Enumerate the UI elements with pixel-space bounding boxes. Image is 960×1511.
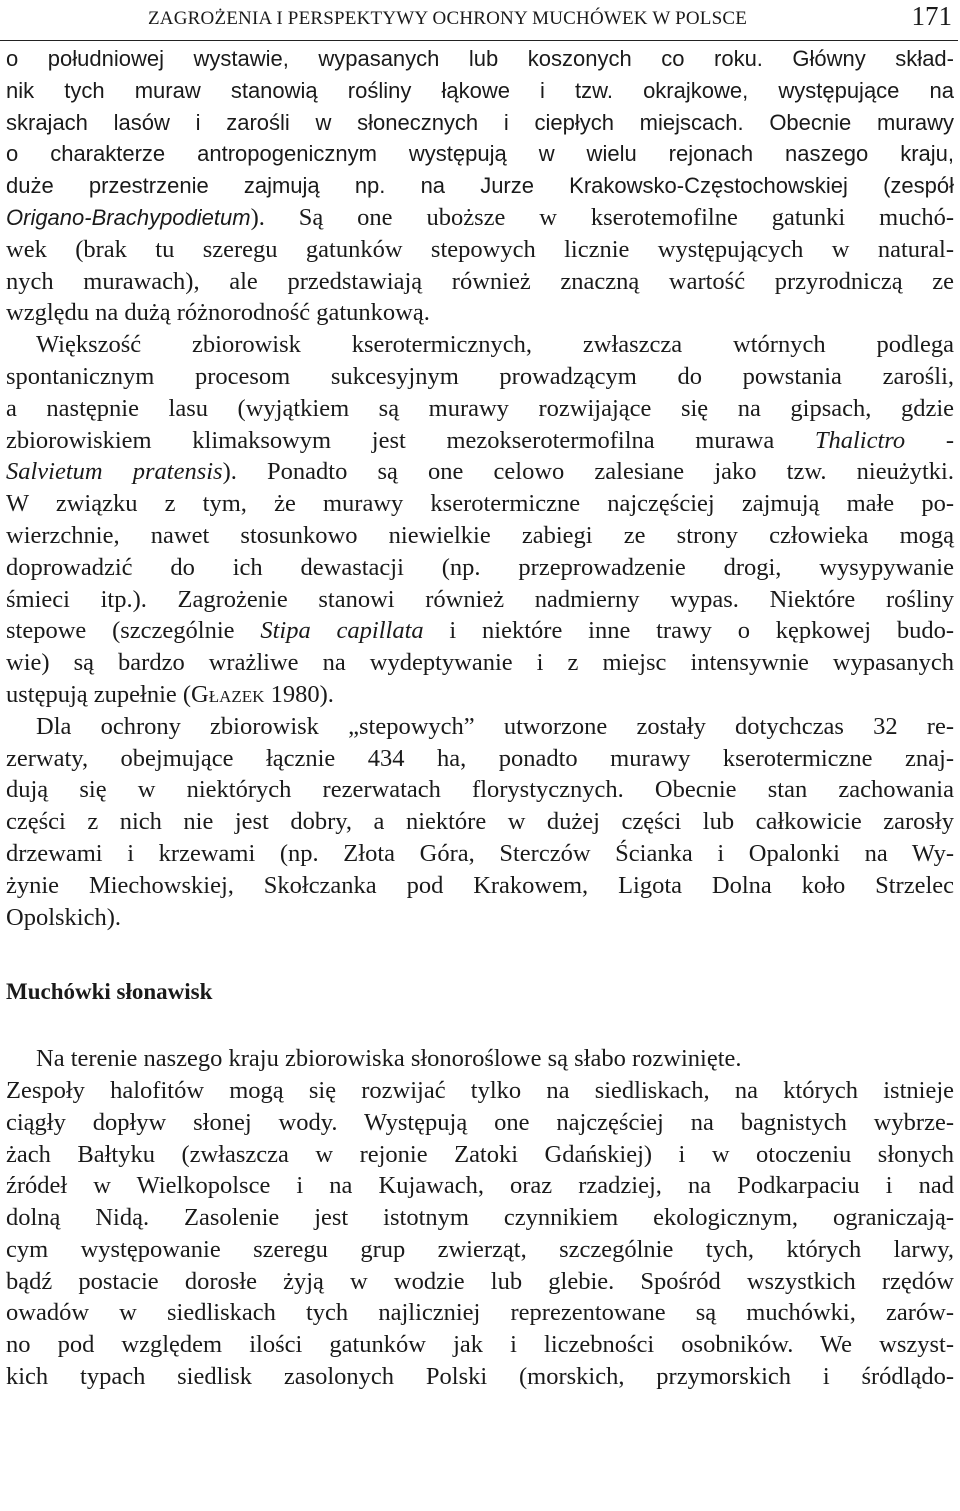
text-line: dują się w niektórych rezerwatach florystycznych. Obecnie stan zachowania	[6, 776, 954, 804]
spacer	[6, 1008, 954, 1043]
text-line: ciągły dopływ słonej wody. Występują one najczęściej na bagnistych wybrze-	[6, 1108, 954, 1136]
text-line: bądź postacie dorosłe żyją w wodzie lub glebie. Spośród wszystkich rzędów	[6, 1267, 954, 1295]
text-line: Większość zbiorowisk kserotermicznych, zwłaszcza wtórnych podlega	[36, 331, 954, 359]
text-fragment: zbiorowiskiem klimaksowym jest mezokserotermofilna murawa	[6, 426, 815, 454]
species-name: Origano-Brachypodietum	[6, 204, 251, 230]
text-line: spontanicznym procesom sukcesyjnym prowadzącym do powstania zarośli,	[6, 362, 954, 390]
text-line: a następnie lasu (wyjątkiem są murawy rozwijające się na gipsach, gdzie	[6, 394, 954, 422]
text-line: części z nich nie jest dobry, a niektóre w dużej części lub całkowicie zarosły	[6, 808, 954, 836]
text-line	[6, 456, 954, 488]
text-line: skrajach lasów i zarośli w słonecznych i ciepłych miejscach. Obecnie murawy	[6, 109, 954, 135]
text-line: o charakterze antropogenicznym występują w wielu rejonach naszego kraju,	[6, 141, 954, 167]
running-title: ZAGROŻENIA I PERSPEKTYWY OCHRONY MUCHÓWEK W POLSCE	[148, 8, 748, 29]
text-line	[6, 202, 954, 234]
text-line	[6, 425, 954, 457]
text-line: dolną Nidą. Zasolenie jest istotnym czynnikiem ekologicznym, ograniczają-	[6, 1204, 954, 1232]
text-line: o południowej wystawie, wypasanych lub koszonych co roku. Główny skład-	[6, 46, 954, 71]
text-line: śmieci itp.). Zagrożenie stanowi również nadmierny wypas. Niektóre rośliny	[6, 585, 954, 613]
body-text	[6, 43, 954, 1393]
text-line: Dla ochrony zbiorowisk „stepowych” utworzone zostały dotychczas 32 re-	[36, 712, 954, 740]
text-line: żynie Miechowskiej, Skołczanka pod Krakowem, Ligota Dolna koło Strzelec	[6, 871, 954, 899]
section-heading: Muchówki słonawisk	[6, 979, 213, 1005]
text-line: zerwaty, obejmujące łącznie 434 ha, ponadto murawy kserotermiczne znaj-	[6, 744, 954, 772]
text-line: nik tych muraw stanowią rośliny łąkowe i tzw. okrajkowe, występujące na	[6, 77, 954, 103]
text-fragment: ). Ponadto są one celowo zalesiane jako tzw. nieużytki.	[222, 458, 954, 486]
text-line	[6, 679, 954, 711]
text-line: doprowadzić do ich dewastacji (np. przeprowadzenie drogi, wysypywanie	[6, 553, 954, 581]
text-line: wie) są bardzo wrażliwe na wydeptywanie i z miejsc intensywnie wypasanych	[6, 649, 954, 677]
text-line: żach Bałtyku (zwłaszcza w rejonie Zatoki Gdańskiej) i w otoczeniu słonych	[6, 1140, 954, 1168]
text-line: W związku z tym, że murawy kserotermiczne najczęściej zajmują małe po-	[6, 490, 954, 518]
page-number: 171	[911, 1, 952, 31]
citation-author: Głazek	[191, 680, 265, 708]
text-fragment: i niektóre inne trawy o kępkowej budo-	[423, 617, 955, 645]
text-line: źródeł w Wielkopolsce i na Kujawach, oraz rzadziej, na Podkarpaciu i nad	[6, 1172, 954, 1200]
text-line: kich typach siedlisk zasolonych Polski (morskich, przymorskich i śródlądo-	[6, 1363, 954, 1391]
text-line: Opolskich).	[6, 903, 121, 931]
text-fragment: ustępują zupełnie (	[6, 680, 192, 708]
species-name: Stipa capillata	[260, 617, 424, 645]
species-name: Thalictro -	[814, 426, 954, 454]
text-line: wierzchnie, nawet stosunkowo niewielkie zabiegi ze strony człowieka mogą	[6, 521, 954, 549]
species-name: Salvietum pratensis	[6, 458, 223, 486]
spacer	[6, 933, 954, 976]
text-line: owadów w siedliskach tych najliczniej reprezentowane są muchówki, zarów-	[6, 1299, 954, 1327]
text-line: no pod względem ilości gatunków jak i liczebności osobników. We wszyst-	[6, 1331, 954, 1359]
text-line: Zespoły halofitów mogą się rozwijać tylko na siedliskach, na których istnieje	[6, 1076, 954, 1104]
text-line: względu na dużą różnorodność gatunkową.	[6, 299, 430, 327]
text-fragment: stepowe (szczególnie	[6, 617, 261, 645]
text-line: wek (brak tu szeregu gatunków stepowych licznie występujących w natural-	[6, 235, 954, 263]
text-line	[6, 615, 954, 647]
text-line: duże przestrzenie zajmują np. na Jurze Krakowsko-Częstochowskiej (zespół	[6, 173, 954, 199]
running-header	[0, 0, 958, 41]
text-fragment: 1980).	[264, 680, 334, 708]
text-fragment: ). Są one uboższe w kserotemofilne gatunki muchó-	[250, 203, 954, 231]
text-line: cym występowanie szeregu grup zwierząt, szczególnie tych, których larwy,	[6, 1235, 954, 1263]
text-line: drzewami i krzewami (np. Złota Góra, Sterczów Ścianka i Opalonki na Wy-	[6, 839, 954, 867]
text-line: Na terenie naszego kraju zbiorowiska słonoroślowe są słabo rozwinięte.	[36, 1045, 742, 1073]
text-line: nych murawach), ale przedstawiają również znaczną wartość przyrodniczą ze	[6, 267, 954, 295]
